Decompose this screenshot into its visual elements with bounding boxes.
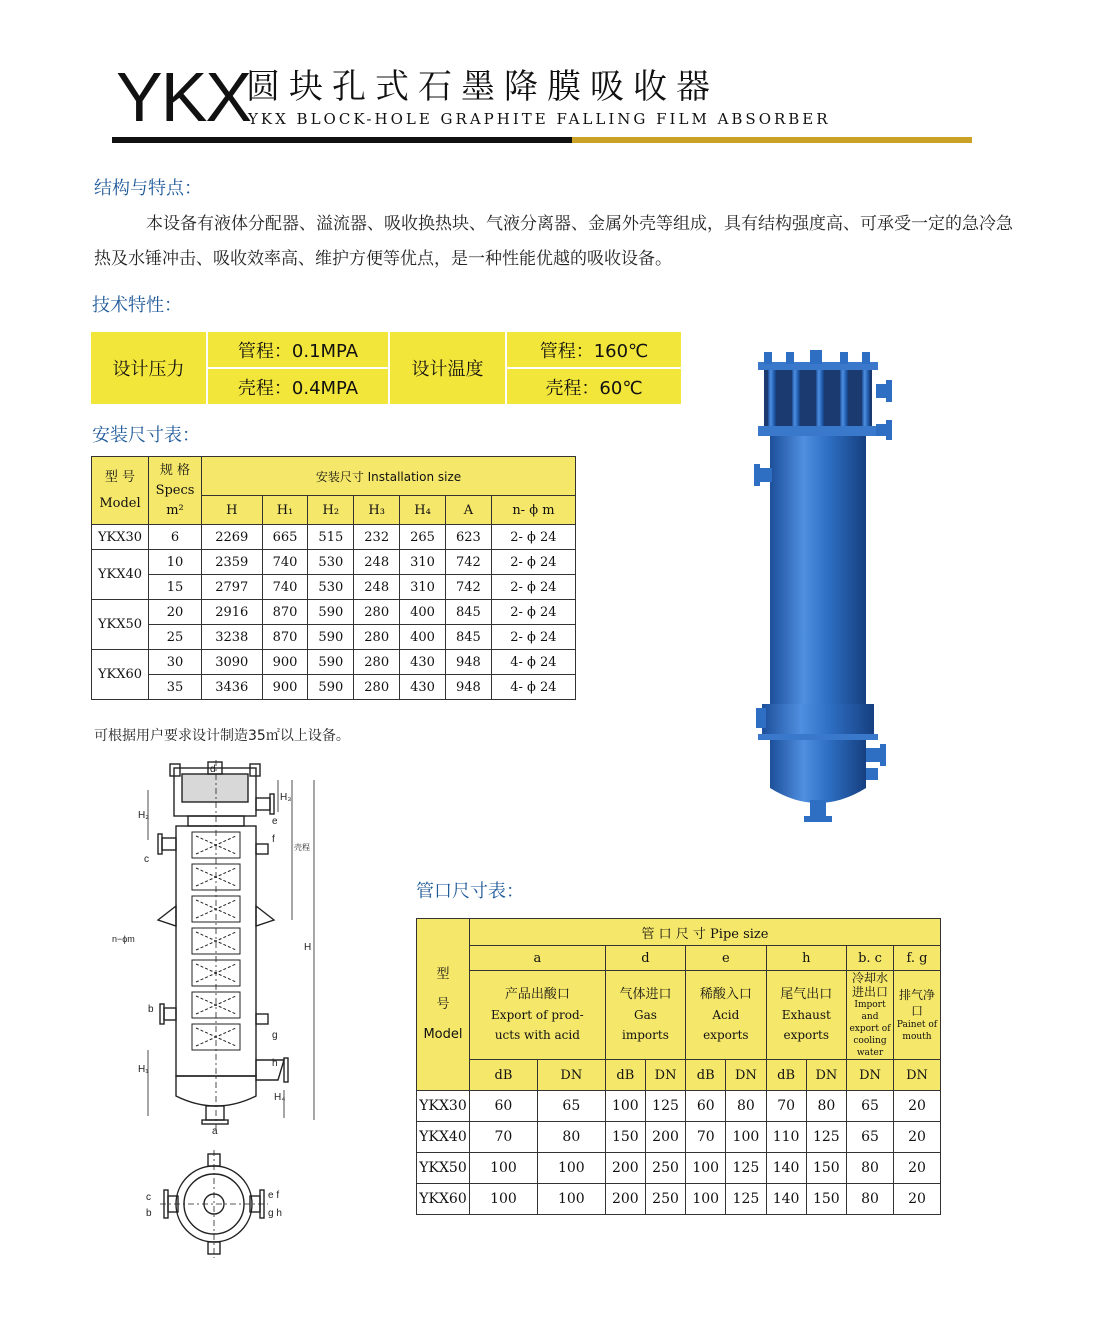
pipe-sub-header: DN [645,1060,685,1091]
pipe-cell: 100 [537,1153,605,1184]
pipe-cell: 70 [470,1122,538,1153]
pipe-cell: 100 [605,1091,645,1122]
install-cell: 590 [308,600,354,625]
install-cell: 2797 [202,575,263,600]
pipe-cell: 200 [605,1184,645,1215]
pressure-label: 设计压力 [90,331,207,405]
header-rule-black [112,137,572,143]
install-cell: 740 [262,575,308,600]
pipe-h-desc-en: ucts with acid [494,1028,580,1042]
install-col-header: H₄ [400,496,446,525]
install-cell: 2269 [202,525,263,550]
pipe-cell: 125 [726,1184,766,1215]
install-cell: 530 [308,575,354,600]
install-model-cell: YKX50 [92,600,149,650]
install-table [91,456,576,700]
label-h3: H₃ [280,792,292,803]
pipe-h-desc-en: Export of prod- [491,1008,584,1022]
install-h-spec-part: m² [166,502,184,518]
pipe-cell: 65 [847,1122,894,1153]
install-h-model-cn: 型 号 [104,469,136,485]
install-h-model [92,457,149,525]
pipe-model-cell: YKX40 [417,1122,470,1153]
pipe-cell: 100 [686,1153,726,1184]
pipe-sub-header: DN [894,1060,941,1091]
structure-text: 本设备有液体分配器、溢流器、吸收换热块、气液分离器、金属外壳等组成，具有结构强度高、可承受一定的急冷急热及水锤冲击、吸收效率高、维护方便等优点，是一种性能优越的吸收设备。 [94,214,1013,269]
pipe-cell: 140 [766,1184,806,1215]
pipe-h-model [417,919,470,1091]
pipe-h-desc [470,971,606,1060]
table-row [92,575,576,600]
install-h-size: 安装尺寸 Installation size [202,457,576,496]
pressure-tube: 管程：0.1MPA [207,331,389,368]
pipe-h-title: 管 口 尺 寸 Pipe size [470,919,941,946]
pv-label-c: c [146,1192,151,1203]
install-cell: 2- ϕ 24 [491,575,575,600]
install-cell: 3238 [202,625,263,650]
pipe-sub-header: dB [470,1060,538,1091]
install-cell: 2- ϕ 24 [491,600,575,625]
pipe-cell: 20 [894,1122,941,1153]
install-h-spec [149,457,202,525]
pipe-cell: 20 [894,1091,941,1122]
pipe-h-desc-en: Gas [634,1008,657,1022]
pipe-h-desc-en: Acid [712,1008,740,1022]
pipe-h-desc-en: exports [703,1028,749,1042]
install-cell: 530 [308,550,354,575]
install-cell: 590 [308,625,354,650]
header-rule-gold [572,137,972,143]
install-cell: 265 [400,525,446,550]
table-row [417,1122,941,1153]
pipe-h-desc-en: Import and export of cooling water [849,1000,891,1058]
pipe-h-model-part: Model [423,1026,463,1042]
table-row [92,625,576,650]
install-cell: 740 [262,550,308,575]
pipe-cell: 150 [806,1184,846,1215]
pipe-cell: 65 [847,1091,894,1122]
install-cell: 900 [262,675,308,700]
install-cell: 948 [445,650,491,675]
install-cell: 2- ϕ 24 [491,625,575,650]
table-row [92,600,576,625]
label-b: b [148,1004,154,1015]
install-col-header: n- ϕ m [491,496,575,525]
pipe-model-cell: YKX60 [417,1184,470,1215]
install-cell: 870 [262,625,308,650]
temp-tube: 管程：160℃ [506,331,682,368]
table-row [92,525,576,550]
install-cell: 900 [262,650,308,675]
pipe-cell: 150 [806,1153,846,1184]
pipe-cell: 70 [686,1122,726,1153]
pipe-h-letter: d [605,946,685,971]
pipe-cell: 65 [537,1091,605,1122]
pipe-sub-header: DN [537,1060,605,1091]
pipe-model-cell: YKX30 [417,1091,470,1122]
install-cell: 248 [354,575,400,600]
pipe-cell: 20 [894,1153,941,1184]
pipe-h-letter: e [686,946,766,971]
pipe-h-desc-en: imports [622,1028,669,1042]
pipe-sub-header: dB [686,1060,726,1091]
install-cell: 742 [445,575,491,600]
install-cell: 310 [400,550,446,575]
install-cell: 4- ϕ 24 [491,650,575,675]
install-cell: 20 [149,600,202,625]
table-row [92,650,576,675]
structure-drawing [108,760,328,1135]
install-cell: 10 [149,550,202,575]
install-cell: 2359 [202,550,263,575]
tech-spec-table [89,330,683,406]
pipe-sub-header: DN [806,1060,846,1091]
pipe-h-desc-cn: 稀酸入口 [699,987,752,1002]
pipe-cell: 70 [766,1091,806,1122]
pipe-sub-header: DN [726,1060,766,1091]
install-cell: 280 [354,625,400,650]
pipe-h-desc [894,971,941,1060]
install-cell: 623 [445,525,491,550]
pipe-cell: 200 [645,1122,685,1153]
install-cell: 3436 [202,675,263,700]
pipe-cell: 150 [605,1122,645,1153]
install-cell: 430 [400,675,446,700]
pipe-h-desc-en: exports [783,1028,829,1042]
install-cell: 6 [149,525,202,550]
install-cell: 3090 [202,650,263,675]
install-model-cell: YKX40 [92,550,149,600]
temp-label: 设计温度 [389,331,506,405]
label-h1: H₁ [138,1064,149,1075]
pipe-cell: 60 [470,1091,538,1122]
pv-label-ef: e f [268,1190,280,1201]
install-h-model-en: Model [99,495,141,511]
pipe-h-desc-en: Painet of mouth [896,1020,938,1042]
pipe-sub-header: dB [605,1060,645,1091]
label-nphim: n−ϕm [112,934,135,944]
pipe-cell: 80 [847,1184,894,1215]
label-e: e [272,816,278,827]
install-cell: 310 [400,575,446,600]
pipe-cell: 250 [645,1153,685,1184]
pipe-h-desc-en: Exhaust [781,1008,831,1022]
install-cell: 400 [400,625,446,650]
pipe-h-letter: f. g [894,946,941,971]
pipe-sub-header: DN [847,1060,894,1091]
pipe-cell: 80 [537,1122,605,1153]
install-cell: 430 [400,650,446,675]
table-row [92,675,576,700]
install-cell: 590 [308,675,354,700]
label-h2: H₂ [138,810,150,821]
pipe-cell: 140 [766,1153,806,1184]
install-cell: 948 [445,675,491,700]
table-row [417,1184,941,1215]
install-model-cell: YKX30 [92,525,149,550]
pipe-cell: 200 [605,1153,645,1184]
install-heading: 安装尺寸表： [92,425,200,446]
install-cell: 400 [400,600,446,625]
install-col-header: A [445,496,491,525]
pipe-h-model-part: 号 [436,996,450,1012]
page-subtitle: YKX BLOCK-HOLE GRAPHITE FALLING FILM ABSORBER [248,110,831,128]
pipe-cell: 80 [726,1091,766,1122]
pipe-h-desc-cn: 冷却水进出口 [851,971,888,999]
install-cell: 2- ϕ 24 [491,525,575,550]
pipe-table [416,918,941,1215]
pipe-cell: 100 [686,1184,726,1215]
pipe-cell: 100 [470,1184,538,1215]
label-H: H [304,942,312,953]
pipe-h-desc-cn: 排气净口 [898,988,935,1018]
install-cell: 870 [262,600,308,625]
label-f: f [272,834,275,845]
pipe-sub-header: dB [766,1060,806,1091]
install-cell: 280 [354,600,400,625]
pipe-h-desc [605,971,685,1060]
pipe-h-letter: a [470,946,606,971]
install-col-header: H [202,496,263,525]
pipe-cell: 60 [686,1091,726,1122]
install-cell: 665 [262,525,308,550]
pipe-cell: 100 [726,1122,766,1153]
install-cell: 248 [354,550,400,575]
install-cell: 15 [149,575,202,600]
structure-heading: 结构与特点： [94,178,202,199]
pipe-h-desc-cn: 尾气出口 [780,987,833,1002]
pipe-cell: 250 [645,1184,685,1215]
label-h: h [272,1058,278,1069]
pipe-model-cell: YKX50 [417,1153,470,1184]
model-logo: YKX [116,58,251,136]
pipe-h-desc [766,971,846,1060]
pipe-cell: 125 [726,1153,766,1184]
pressure-shell: 壳程：0.4MPA [207,368,389,405]
install-col-header: H₁ [262,496,308,525]
pipe-h-desc [686,971,766,1060]
pipe-h-desc-cn: 产品出酸口 [504,987,570,1002]
install-cell: 232 [354,525,400,550]
pipe-cell: 125 [806,1122,846,1153]
install-col-header: H₂ [308,496,354,525]
label-h4: H₄ [274,1092,286,1103]
install-cell: 590 [308,650,354,675]
pipe-h-desc [847,971,894,1060]
page-title: 圆块孔式石墨降膜吸收器 [246,67,719,107]
install-cell: 845 [445,625,491,650]
pipe-h-letter: b. c [847,946,894,971]
table-row [417,1091,941,1122]
install-cell: 280 [354,650,400,675]
pipe-cell: 125 [645,1091,685,1122]
pipe-cell: 80 [806,1091,846,1122]
install-h-spec-part: 规 格 [159,462,191,478]
pipe-h-letter: h [766,946,846,971]
label-shell: 壳程 [294,843,310,852]
pipe-cell: 20 [894,1184,941,1215]
install-note: 可根据用户要求设计制造35㎡以上设备。 [94,728,350,744]
install-cell: 2- ϕ 24 [491,550,575,575]
install-cell: 4- ϕ 24 [491,675,575,700]
install-col-header: H₃ [354,496,400,525]
install-cell: 515 [308,525,354,550]
table-row [92,550,576,575]
tech-heading: 技术特性： [92,295,182,316]
install-cell: 742 [445,550,491,575]
install-cell: 2916 [202,600,263,625]
label-d: d [210,764,216,775]
pipe-cell: 110 [766,1122,806,1153]
label-a: a [212,1126,218,1135]
install-cell: 35 [149,675,202,700]
temp-shell: 壳程：60℃ [506,368,682,405]
install-cell: 280 [354,675,400,700]
install-model-cell: YKX60 [92,650,149,700]
pv-label-gh: g h [268,1208,282,1219]
absorber-photo [748,348,898,830]
pv-label-b: b [146,1208,152,1219]
pipe-h-desc-cn: 气体进口 [619,987,672,1002]
label-g: g [272,1030,278,1041]
pipe-h-model-part: 型 [436,966,450,982]
pipe-cell: 80 [847,1153,894,1184]
pipe-heading: 管口尺寸表： [416,881,524,902]
label-c: c [144,854,149,865]
install-h-spec-part: Specs [155,482,195,498]
install-cell: 845 [445,600,491,625]
pipe-cell: 100 [537,1184,605,1215]
table-row [417,1153,941,1184]
install-cell: 30 [149,650,202,675]
plan-view-drawing [140,1150,300,1260]
pipe-cell: 100 [470,1153,538,1184]
install-cell: 25 [149,625,202,650]
